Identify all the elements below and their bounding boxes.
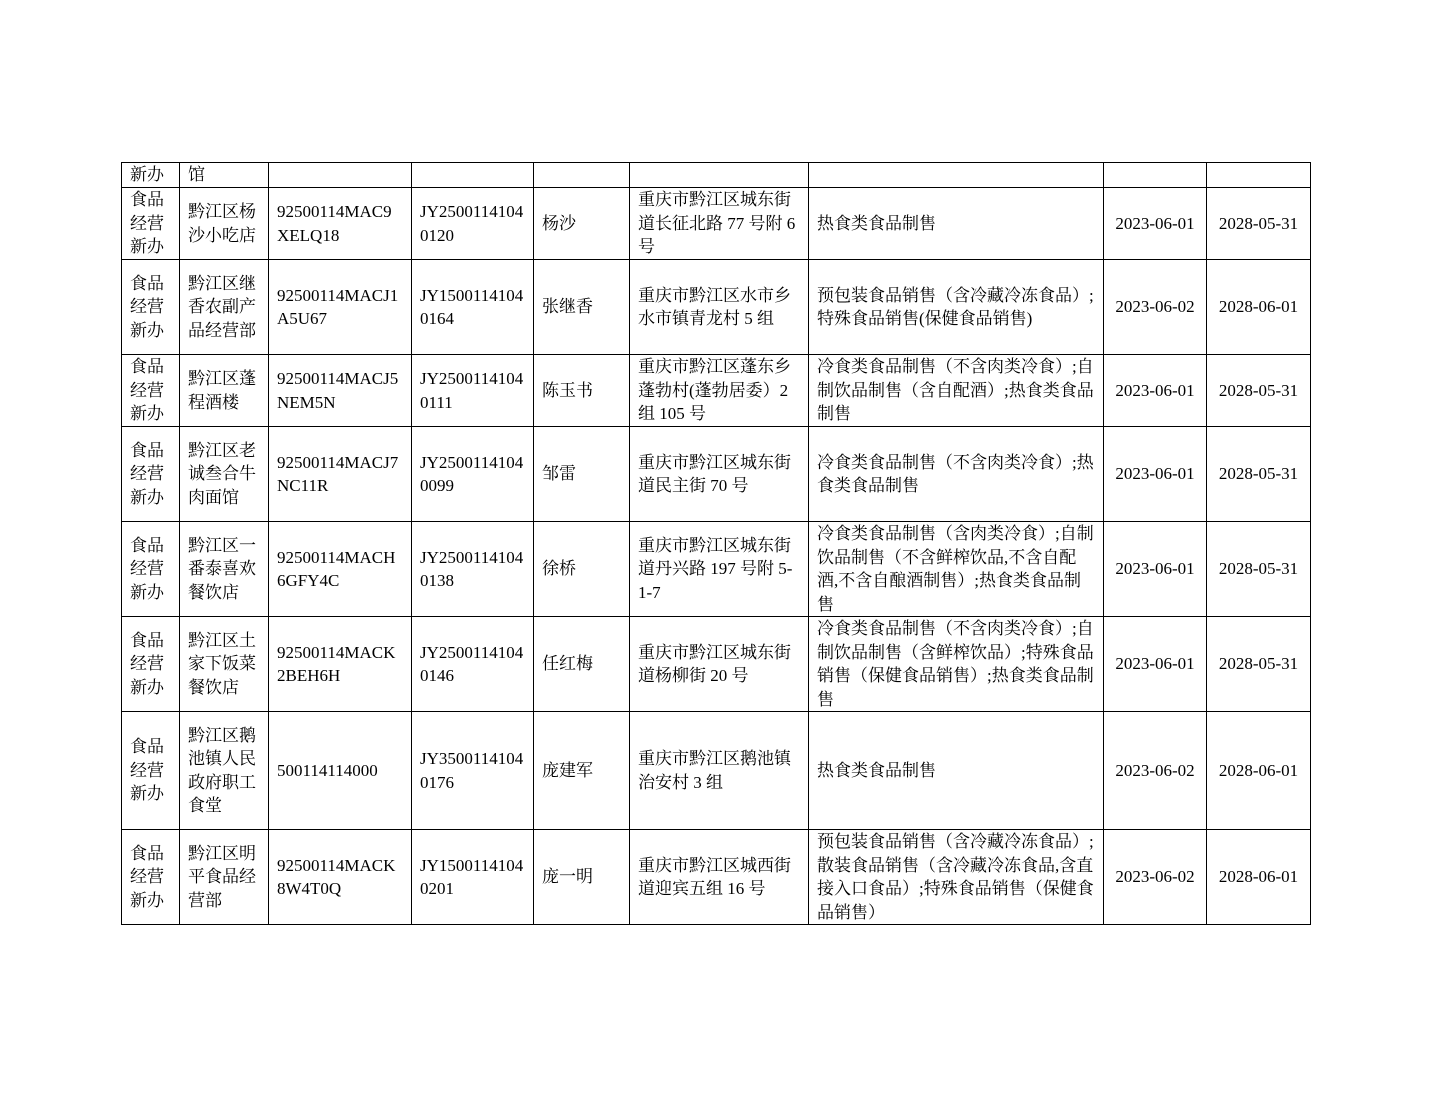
cell-type: 食品经营新办 bbox=[122, 830, 180, 925]
cell-name: 黔江区土家下饭菜餐饮店 bbox=[180, 617, 269, 712]
table-row bbox=[122, 617, 1311, 712]
cell-person bbox=[534, 163, 630, 188]
cell-person: 庞建军 bbox=[534, 712, 630, 830]
cell-type: 新办 bbox=[122, 163, 180, 188]
cell-credit-code bbox=[269, 163, 412, 188]
cell-scope: 热食类食品制售 bbox=[809, 712, 1104, 830]
cell-issue-date: 2023-06-02 bbox=[1104, 712, 1207, 830]
cell-name: 黔江区鹅池镇人民政府职工食堂 bbox=[180, 712, 269, 830]
table-row bbox=[122, 188, 1311, 260]
cell-type: 食品经营新办 bbox=[122, 188, 180, 260]
cell-license-no: JY35001141040176 bbox=[412, 712, 534, 830]
table-row bbox=[122, 522, 1311, 617]
cell-expiry-date: 2028-06-01 bbox=[1207, 830, 1311, 925]
cell-type: 食品经营新办 bbox=[122, 355, 180, 427]
cell-address: 重庆市黔江区城东街道长征北路 77 号附 6 号 bbox=[630, 188, 809, 260]
cell-address: 重庆市黔江区城东街道民主街 70 号 bbox=[630, 427, 809, 522]
cell-type: 食品经营新办 bbox=[122, 260, 180, 355]
cell-address: 重庆市黔江区城西街道迎宾五组 16 号 bbox=[630, 830, 809, 925]
cell-credit-code: 92500114MACK2BEH6H bbox=[269, 617, 412, 712]
cell-name: 黔江区老诚叁合牛肉面馆 bbox=[180, 427, 269, 522]
cell-type: 食品经营新办 bbox=[122, 427, 180, 522]
cell-person: 庞一明 bbox=[534, 830, 630, 925]
cell-name: 黔江区一番泰喜欢餐饮店 bbox=[180, 522, 269, 617]
cell-scope: 预包装食品销售（含冷藏冷冻食品）;散装食品销售（含冷藏冷冻食品,含直接入口食品）;特殊食品销售（保健食品销售） bbox=[809, 830, 1104, 925]
cell-address: 重庆市黔江区鹅池镇治安村 3 组 bbox=[630, 712, 809, 830]
cell-license-no: JY25001141040099 bbox=[412, 427, 534, 522]
cell-expiry-date: 2028-06-01 bbox=[1207, 260, 1311, 355]
cell-name: 黔江区明平食品经营部 bbox=[180, 830, 269, 925]
cell-type: 食品经营新办 bbox=[122, 617, 180, 712]
cell-name: 黔江区继香农副产品经营部 bbox=[180, 260, 269, 355]
cell-address: 重庆市黔江区城东街道丹兴路 197 号附 5-1-7 bbox=[630, 522, 809, 617]
cell-expiry-date: 2028-05-31 bbox=[1207, 522, 1311, 617]
cell-type: 食品经营新办 bbox=[122, 712, 180, 830]
cell-issue-date: 2023-06-01 bbox=[1104, 617, 1207, 712]
cell-expiry-date bbox=[1207, 163, 1311, 188]
cell-license-no: JY15001141040164 bbox=[412, 260, 534, 355]
cell-name: 馆 bbox=[180, 163, 269, 188]
cell-scope: 热食类食品制售 bbox=[809, 188, 1104, 260]
cell-license-no: JY15001141040201 bbox=[412, 830, 534, 925]
cell-expiry-date: 2028-05-31 bbox=[1207, 427, 1311, 522]
cell-person: 张继香 bbox=[534, 260, 630, 355]
cell-license-no: JY25001141040111 bbox=[412, 355, 534, 427]
table-row bbox=[122, 427, 1311, 522]
cell-name: 黔江区蓬程酒楼 bbox=[180, 355, 269, 427]
cell-scope: 预包装食品销售（含冷藏冷冻食品）;特殊食品销售(保健食品销售) bbox=[809, 260, 1104, 355]
cell-license-no: JY25001141040146 bbox=[412, 617, 534, 712]
cell-credit-code: 500114114000 bbox=[269, 712, 412, 830]
cell-expiry-date: 2028-06-01 bbox=[1207, 712, 1311, 830]
cell-address: 重庆市黔江区城东街道杨柳街 20 号 bbox=[630, 617, 809, 712]
cell-scope: 冷食类食品制售（不含肉类冷食）;自制饮品制售（含鲜榨饮品）;特殊食品销售（保健食品销售）;热食类食品制售 bbox=[809, 617, 1104, 712]
cell-license-no: JY25001141040138 bbox=[412, 522, 534, 617]
cell-credit-code: 92500114MACJ1A5U67 bbox=[269, 260, 412, 355]
cell-address: 重庆市黔江区蓬东乡蓬勃村(蓬勃居委）2 组 105 号 bbox=[630, 355, 809, 427]
table-row bbox=[122, 830, 1311, 925]
cell-person: 陈玉书 bbox=[534, 355, 630, 427]
cell-issue-date: 2023-06-01 bbox=[1104, 522, 1207, 617]
cell-name: 黔江区杨沙小吃店 bbox=[180, 188, 269, 260]
cell-address: 重庆市黔江区水市乡水市镇青龙村 5 组 bbox=[630, 260, 809, 355]
table-row bbox=[122, 163, 1311, 188]
cell-scope: 冷食类食品制售（含肉类冷食）;自制饮品制售（不含鲜榨饮品,不含自配酒,不含自酿酒制售）;热食类食品制售 bbox=[809, 522, 1104, 617]
cell-issue-date: 2023-06-01 bbox=[1104, 355, 1207, 427]
cell-person: 徐桥 bbox=[534, 522, 630, 617]
cell-license-no: JY25001141040120 bbox=[412, 188, 534, 260]
cell-scope: 冷食类食品制售（不含肉类冷食）;热食类食品制售 bbox=[809, 427, 1104, 522]
cell-expiry-date: 2028-05-31 bbox=[1207, 188, 1311, 260]
cell-person: 杨沙 bbox=[534, 188, 630, 260]
cell-person: 邹雷 bbox=[534, 427, 630, 522]
cell-issue-date bbox=[1104, 163, 1207, 188]
cell-issue-date: 2023-06-02 bbox=[1104, 260, 1207, 355]
cell-scope: 冷食类食品制售（不含肉类冷食）;自制饮品制售（含自配酒）;热食类食品制售 bbox=[809, 355, 1104, 427]
table-row bbox=[122, 260, 1311, 355]
cell-issue-date: 2023-06-02 bbox=[1104, 830, 1207, 925]
cell-license-no bbox=[412, 163, 534, 188]
table-row bbox=[122, 355, 1311, 427]
license-table bbox=[121, 162, 1311, 925]
cell-issue-date: 2023-06-01 bbox=[1104, 427, 1207, 522]
cell-scope bbox=[809, 163, 1104, 188]
cell-expiry-date: 2028-05-31 bbox=[1207, 355, 1311, 427]
cell-credit-code: 92500114MACH6GFY4C bbox=[269, 522, 412, 617]
cell-address bbox=[630, 163, 809, 188]
table-row bbox=[122, 712, 1311, 830]
cell-credit-code: 92500114MAC9XELQ18 bbox=[269, 188, 412, 260]
cell-credit-code: 92500114MACJ5NEM5N bbox=[269, 355, 412, 427]
cell-credit-code: 92500114MACK8W4T0Q bbox=[269, 830, 412, 925]
cell-type: 食品经营新办 bbox=[122, 522, 180, 617]
cell-person: 任红梅 bbox=[534, 617, 630, 712]
cell-issue-date: 2023-06-01 bbox=[1104, 188, 1207, 260]
cell-credit-code: 92500114MACJ7NC11R bbox=[269, 427, 412, 522]
cell-expiry-date: 2028-05-31 bbox=[1207, 617, 1311, 712]
